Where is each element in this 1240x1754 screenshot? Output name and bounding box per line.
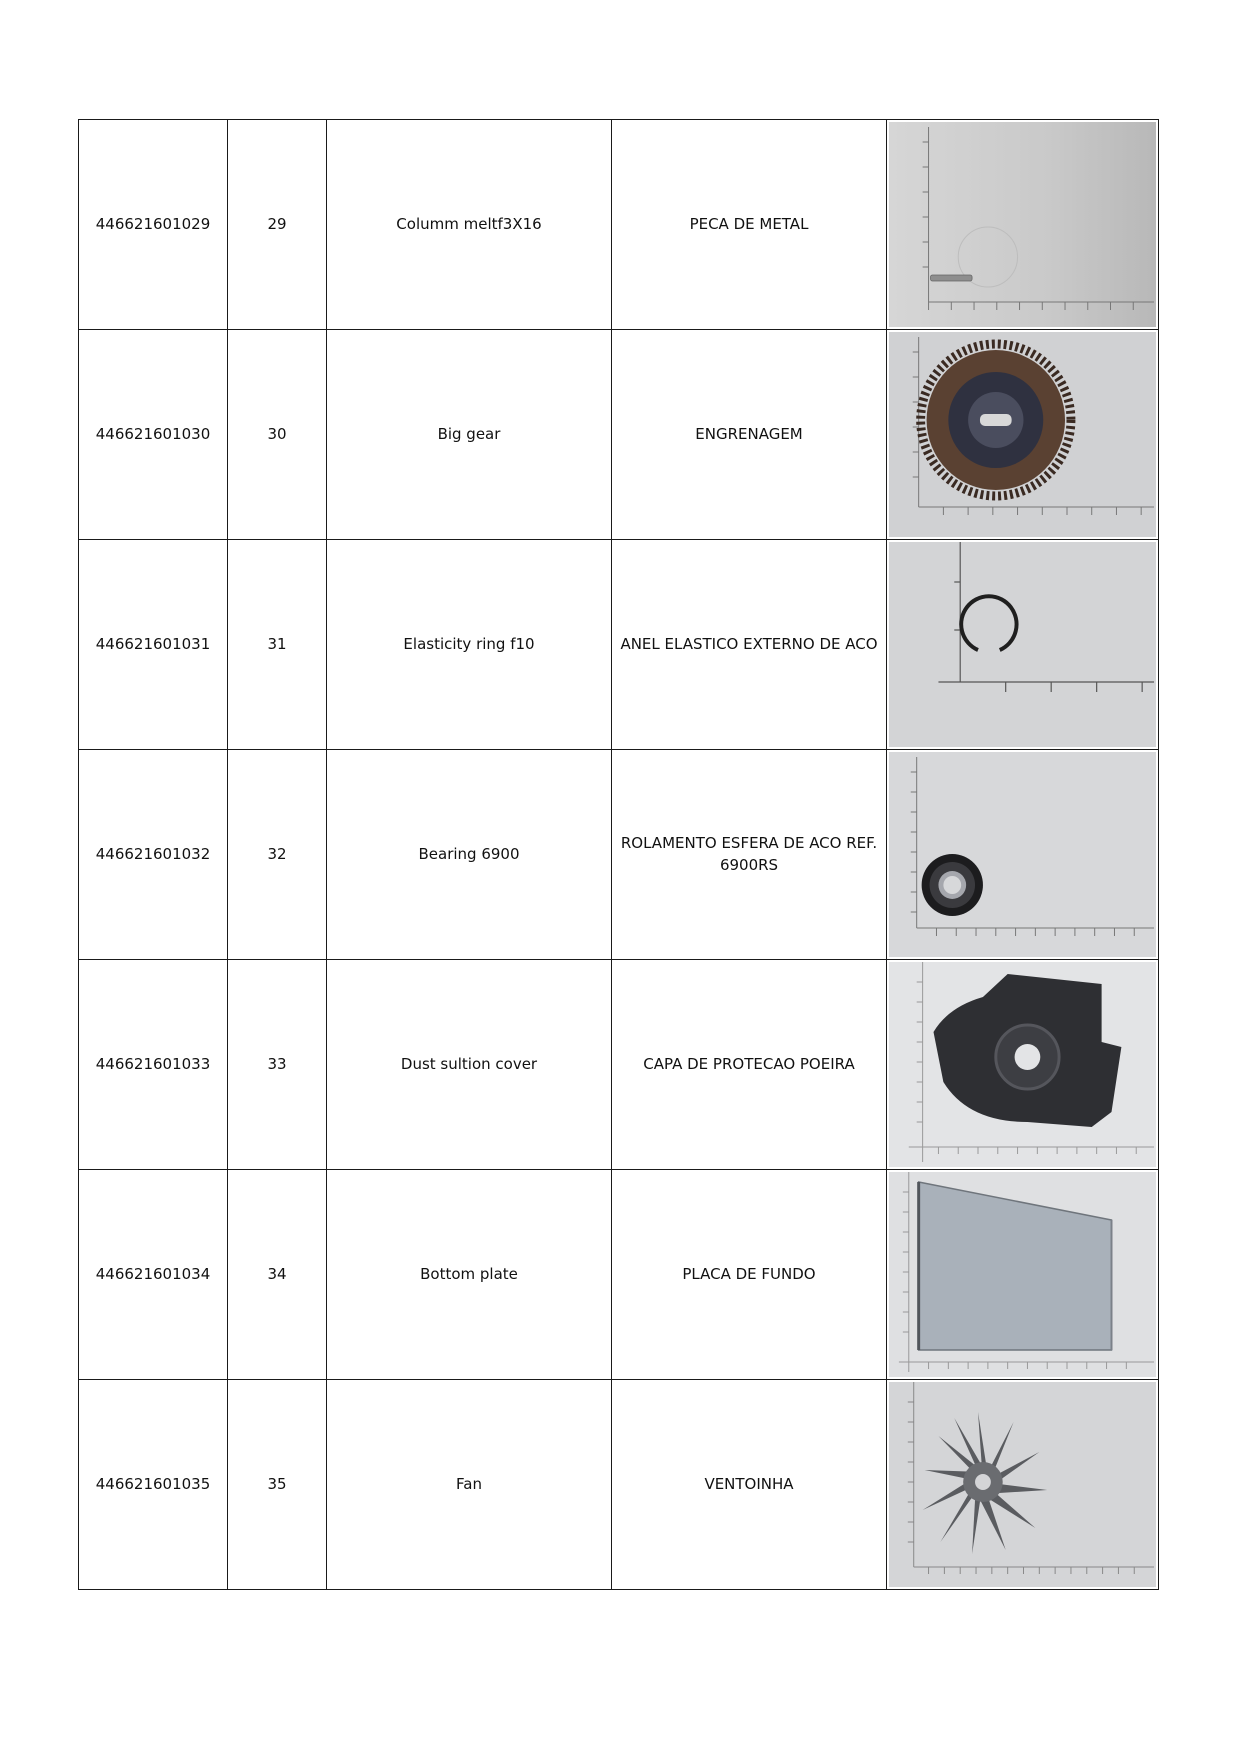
metal-pin-icon [889, 122, 1156, 327]
item-number: 33 [228, 960, 327, 1170]
part-name-en: Dust sultion cover [327, 960, 612, 1170]
fan-icon [889, 1382, 1156, 1587]
part-code: 446621601031 [79, 540, 228, 750]
part-photo [889, 962, 1156, 1167]
part-photo-cell [887, 960, 1159, 1170]
part-name-pt: ROLAMENTO ESFERA DE ACO REF. 6900RS [612, 750, 887, 960]
part-name-en: Bearing 6900 [327, 750, 612, 960]
item-number: 34 [228, 1170, 327, 1380]
part-name-pt: VENTOINHA [612, 1380, 887, 1590]
part-code: 446621601030 [79, 330, 228, 540]
part-name-pt: ENGRENAGEM [612, 330, 887, 540]
part-name-en: Big gear [327, 330, 612, 540]
bearing-icon [889, 752, 1156, 957]
table-row [79, 1380, 1159, 1590]
dust-cover-icon [889, 962, 1156, 1167]
part-photo [889, 332, 1156, 537]
part-name-pt: PECA DE METAL [612, 120, 887, 330]
part-photo [889, 752, 1156, 957]
part-photo-cell [887, 540, 1159, 750]
table-row [79, 540, 1159, 750]
part-name-pt: PLACA DE FUNDO [612, 1170, 887, 1380]
part-name-pt: CAPA DE PROTECAO POEIRA [612, 960, 887, 1170]
part-photo [889, 1382, 1156, 1587]
part-photo [889, 122, 1156, 327]
part-name-en: Columm meltf3X16 [327, 120, 612, 330]
item-number: 29 [228, 120, 327, 330]
item-number: 31 [228, 540, 327, 750]
part-photo-cell [887, 750, 1159, 960]
item-number: 35 [228, 1380, 327, 1590]
circlip-icon [889, 542, 1156, 747]
part-photo-cell [887, 1380, 1159, 1590]
part-code: 446621601033 [79, 960, 228, 1170]
table-row [79, 1170, 1159, 1380]
part-photo-cell [887, 330, 1159, 540]
item-number: 30 [228, 330, 327, 540]
part-photo-cell [887, 120, 1159, 330]
part-photo [889, 1172, 1156, 1377]
bottom-plate-icon [889, 1172, 1156, 1377]
part-name-pt: ANEL ELASTICO EXTERNO DE ACO [612, 540, 887, 750]
part-photo-cell [887, 1170, 1159, 1380]
part-name-en: Fan [327, 1380, 612, 1590]
part-code: 446621601034 [79, 1170, 228, 1380]
table-row [79, 330, 1159, 540]
gear-icon [889, 332, 1156, 537]
table-row [79, 960, 1159, 1170]
part-code: 446621601032 [79, 750, 228, 960]
part-code: 446621601029 [79, 120, 228, 330]
parts-table [78, 119, 1159, 1590]
part-name-en: Elasticity ring f10 [327, 540, 612, 750]
table-row [79, 120, 1159, 330]
part-name-en: Bottom plate [327, 1170, 612, 1380]
table-row [79, 750, 1159, 960]
part-code: 446621601035 [79, 1380, 228, 1590]
part-photo [889, 542, 1156, 747]
item-number: 32 [228, 750, 327, 960]
